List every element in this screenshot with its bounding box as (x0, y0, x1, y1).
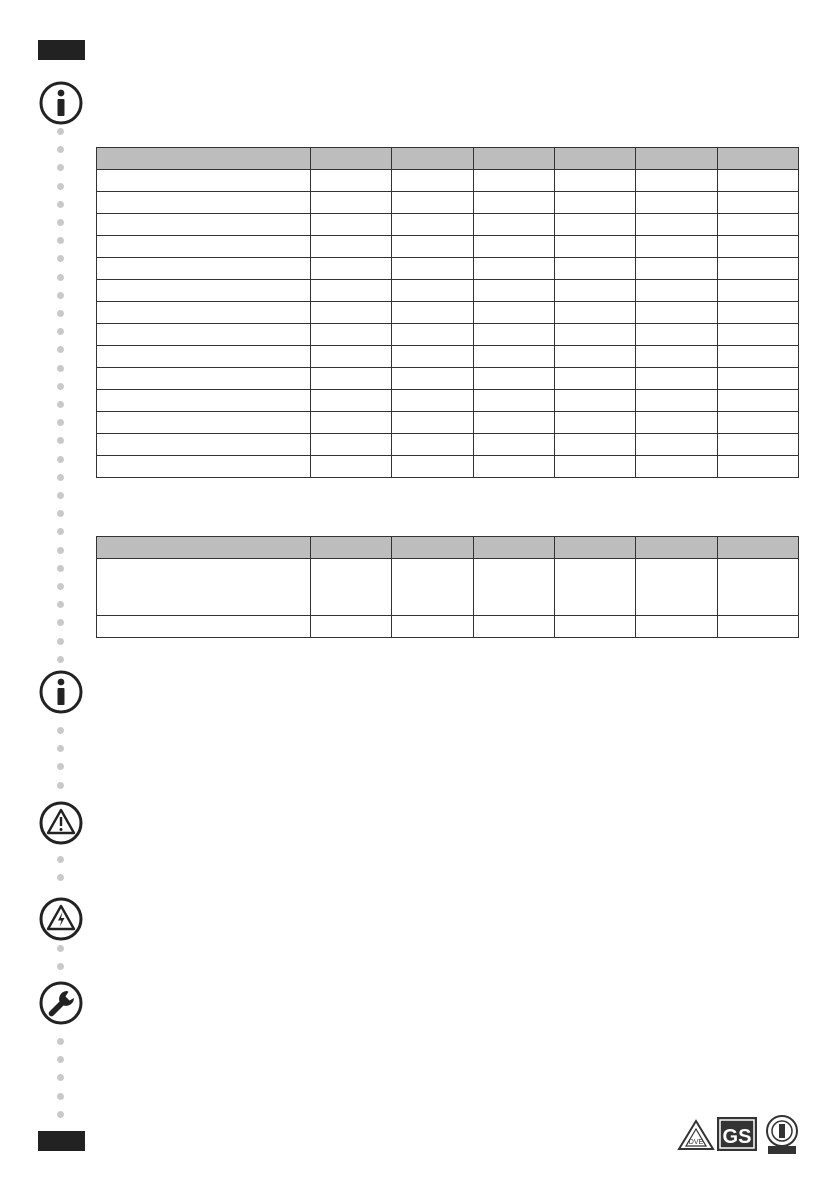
certification-marks (676, 1113, 803, 1155)
table-cell (473, 616, 554, 638)
table-cell (636, 258, 717, 280)
margin-dot (57, 510, 64, 517)
table-cell (636, 236, 717, 258)
table-cell (717, 258, 798, 280)
table-row (97, 616, 799, 638)
margin-dot (57, 255, 64, 262)
table-cell (717, 434, 798, 456)
table-cell (392, 302, 473, 324)
table-cell (554, 456, 635, 478)
table-cell (636, 192, 717, 214)
margin-dot (57, 437, 64, 444)
table-cell (473, 280, 554, 302)
margin-dot (57, 638, 64, 645)
table-row (97, 236, 799, 258)
table-cell (554, 258, 635, 280)
table-row (97, 412, 799, 434)
table-cell (311, 302, 392, 324)
table-cell (717, 559, 798, 616)
table-cell (717, 192, 798, 214)
margin-dot (57, 1111, 64, 1118)
margin-dot (57, 727, 64, 734)
table-cell (636, 390, 717, 412)
table-row (97, 390, 799, 412)
margin-dot (57, 456, 64, 463)
table-cell (636, 412, 717, 434)
margin-dot (57, 365, 64, 372)
margin-dot (57, 782, 64, 789)
table-cell (717, 390, 798, 412)
table-cell (97, 302, 311, 324)
margin-dot (57, 310, 64, 317)
table-row (97, 456, 799, 478)
table-cell (473, 236, 554, 258)
table-cell (636, 346, 717, 368)
table-cell (97, 368, 311, 390)
table-row (97, 192, 799, 214)
table-cell (311, 324, 392, 346)
margin-dot (57, 401, 64, 408)
svg-text:GS: GS (722, 1126, 752, 1148)
table-cell (554, 214, 635, 236)
table-header-cell (717, 537, 798, 559)
table-cell (311, 170, 392, 192)
margin-dot (57, 474, 64, 481)
table-cell (554, 616, 635, 638)
table-cell (717, 368, 798, 390)
table-cell (636, 280, 717, 302)
margin-dot (57, 745, 64, 752)
electrical-hazard-icon (38, 896, 84, 942)
table-cell (554, 236, 635, 258)
table-cell (97, 192, 311, 214)
table-cell (311, 390, 392, 412)
table-cell (636, 324, 717, 346)
table-cell (717, 412, 798, 434)
margin-dot (57, 383, 64, 390)
margin-dot (57, 565, 64, 572)
table-cell (311, 368, 392, 390)
margin-dot (57, 419, 64, 426)
table-cell (97, 434, 311, 456)
table-cell (392, 236, 473, 258)
table-cell (311, 214, 392, 236)
table-cell (392, 434, 473, 456)
margin-dot (57, 328, 64, 335)
table-cell (311, 236, 392, 258)
table-cell (473, 302, 554, 324)
table-cell (97, 236, 311, 258)
table-cell (554, 434, 635, 456)
table-cell (311, 192, 392, 214)
page-corner-tab-bottom (38, 1131, 85, 1151)
table-cell (97, 214, 311, 236)
wrench-icon (38, 980, 84, 1026)
info-icon (38, 669, 84, 715)
margin-dot (57, 945, 64, 952)
table-cell (717, 236, 798, 258)
table-cell (473, 434, 554, 456)
table-cell (473, 214, 554, 236)
warning-icon (38, 800, 84, 846)
table-cell (554, 368, 635, 390)
margin-dot (57, 1038, 64, 1045)
margin-dot (57, 619, 64, 626)
table-header-cell (473, 537, 554, 559)
table-cell (392, 412, 473, 434)
margin-dot (57, 547, 64, 554)
table-cell (554, 559, 635, 616)
table-cell (392, 390, 473, 412)
margin-dot (57, 183, 64, 190)
table-row (97, 346, 799, 368)
table-cell (473, 412, 554, 434)
table-cell (97, 324, 311, 346)
table-cell (554, 390, 635, 412)
table-row (97, 302, 799, 324)
margin-dot (57, 237, 64, 244)
table-cell (473, 456, 554, 478)
table-cell (554, 170, 635, 192)
table-cell (97, 456, 311, 478)
table-header-cell (636, 537, 717, 559)
table-cell (636, 559, 717, 616)
table-cell (473, 346, 554, 368)
table-cell (636, 302, 717, 324)
table-cell (473, 192, 554, 214)
table-cell (97, 280, 311, 302)
table-cell (717, 456, 798, 478)
margin-dot (57, 763, 64, 770)
table-header-cell (311, 148, 392, 170)
table-cell (392, 368, 473, 390)
table-cell (392, 170, 473, 192)
spec-table-2 (96, 536, 799, 638)
table-cell (636, 170, 717, 192)
table-cell (97, 170, 311, 192)
table-header-cell (636, 148, 717, 170)
table-header-cell (554, 537, 635, 559)
table-cell (392, 456, 473, 478)
table-cell (311, 412, 392, 434)
table-cell (473, 324, 554, 346)
gs-mark-icon (717, 1117, 757, 1151)
table-cell (554, 192, 635, 214)
table-cell (311, 616, 392, 638)
table-header-row (97, 537, 799, 559)
table-header-cell (97, 537, 311, 559)
table-header-cell (97, 148, 311, 170)
margin-dot (57, 963, 64, 970)
table-cell (717, 280, 798, 302)
table-cell (473, 258, 554, 280)
table-cell (311, 280, 392, 302)
table-cell (554, 280, 635, 302)
margin-dot (57, 146, 64, 153)
table-cell (473, 390, 554, 412)
table-cell (717, 346, 798, 368)
margin-dot (57, 292, 64, 299)
margin-dot (57, 856, 64, 863)
table-cell (311, 258, 392, 280)
spec-table-1 (96, 147, 799, 478)
table-cell (392, 214, 473, 236)
table-row (97, 214, 799, 236)
table-cell (392, 616, 473, 638)
table-cell (392, 258, 473, 280)
table-cell (97, 390, 311, 412)
table-cell (392, 280, 473, 302)
table-cell (97, 412, 311, 434)
table-row (97, 324, 799, 346)
table-cell (311, 346, 392, 368)
table-header-cell (392, 537, 473, 559)
table-cell (473, 170, 554, 192)
margin-dot (57, 128, 64, 135)
table-cell (392, 324, 473, 346)
margin-dot (57, 201, 64, 208)
table-cell (636, 368, 717, 390)
table-cell (554, 302, 635, 324)
table-cell (717, 302, 798, 324)
table-cell (97, 616, 311, 638)
table-cell (636, 214, 717, 236)
table-header-cell (554, 148, 635, 170)
table-cell (636, 456, 717, 478)
table-header-cell (473, 148, 554, 170)
margin-dot (57, 346, 64, 353)
margin-dot (57, 1093, 64, 1100)
table-header-row (97, 148, 799, 170)
table-header-cell (392, 148, 473, 170)
table-row (97, 258, 799, 280)
vde-mark-icon (679, 1121, 713, 1149)
table-cell (554, 346, 635, 368)
margin-dot (57, 583, 64, 590)
table-cell (554, 412, 635, 434)
info-icon (38, 80, 84, 126)
table-cell (717, 324, 798, 346)
table-cell (311, 434, 392, 456)
table-row (97, 434, 799, 456)
table-header-cell (311, 537, 392, 559)
margin-dot (57, 219, 64, 226)
margin-dot (57, 492, 64, 499)
table-row (97, 170, 799, 192)
margin-dot (57, 656, 64, 663)
table-cell (97, 346, 311, 368)
table-row (97, 559, 799, 616)
table-cell (717, 616, 798, 638)
table-cell (97, 258, 311, 280)
table-cell (392, 559, 473, 616)
margin-dot (57, 1074, 64, 1081)
table-cell (97, 559, 311, 616)
table-cell (311, 559, 392, 616)
margin-dot (57, 874, 64, 881)
table-header-cell (717, 148, 798, 170)
tuv-mark-icon (767, 1116, 797, 1154)
page-corner-tab-top (38, 40, 85, 60)
margin-dot (57, 274, 64, 281)
margin-dot (57, 164, 64, 171)
table-cell (636, 434, 717, 456)
margin-dot (57, 601, 64, 608)
table-cell (473, 559, 554, 616)
table-cell (717, 214, 798, 236)
table-cell (636, 616, 717, 638)
margin-dot (57, 1056, 64, 1063)
table-cell (311, 456, 392, 478)
table-cell (554, 324, 635, 346)
margin-dot (57, 528, 64, 535)
table-cell (392, 192, 473, 214)
table-row (97, 368, 799, 390)
table-row (97, 280, 799, 302)
svg-text:DVE: DVE (688, 1139, 704, 1146)
table-cell (717, 170, 798, 192)
table-cell (473, 368, 554, 390)
table-cell (392, 346, 473, 368)
